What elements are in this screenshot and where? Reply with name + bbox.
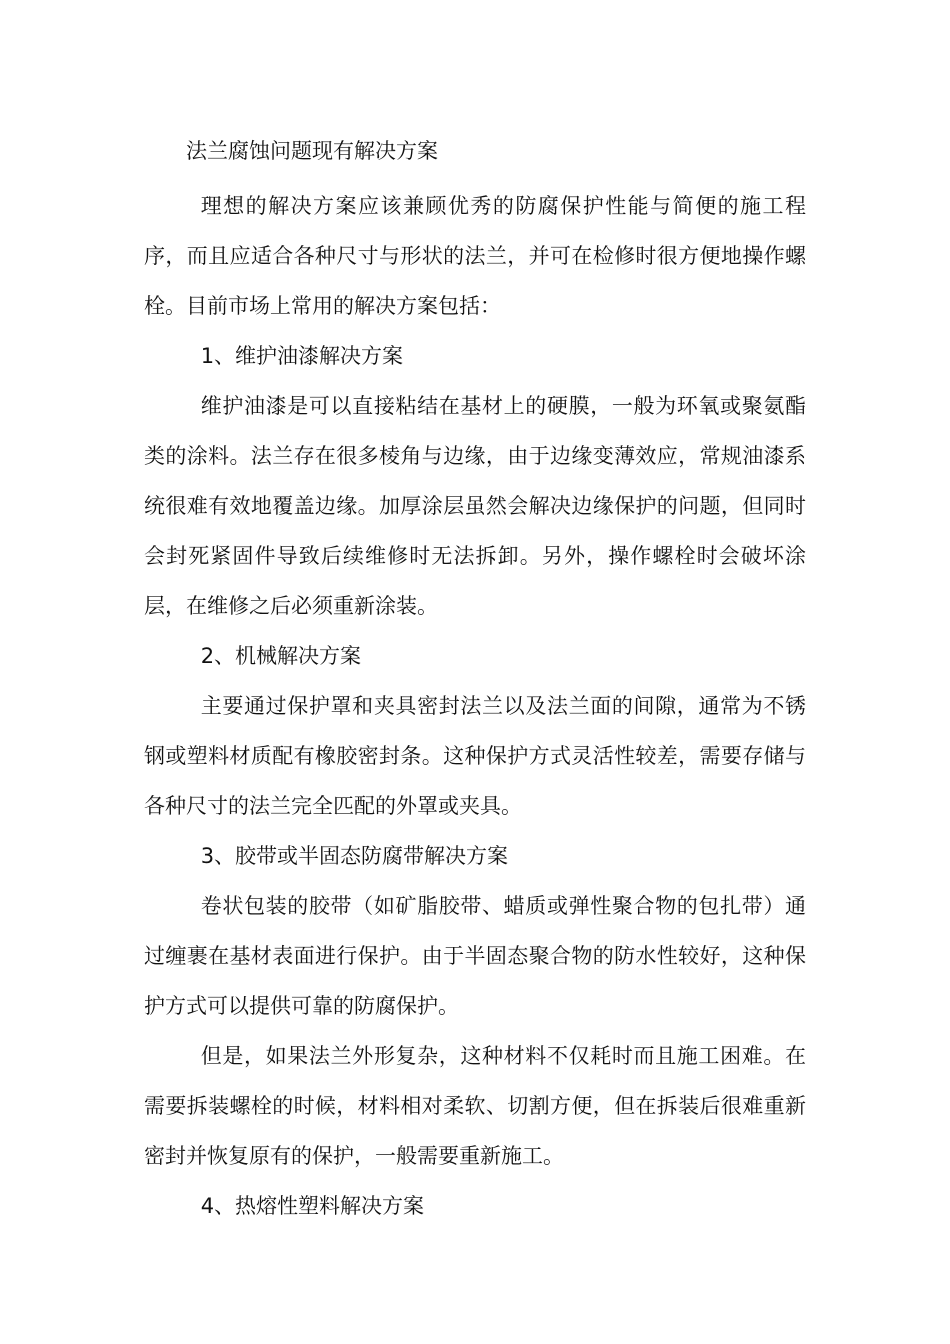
section-heading-1: 1、维护油漆解决方案 — [200, 344, 404, 368]
section-heading-4: 4、热熔性塑料解决方案 — [200, 1194, 425, 1218]
paragraph-paint: 维护油漆是可以直接粘结在基材上的硬膜，一般为环氧或聚氨酯类的涂料。法兰存在很多棱角与边缘，由于边缘变薄效应，常规油漆系统很难有效地覆盖边缘。加厚涂层虽然会解决边缘保护的问题，但同时会封死紧固件导致后续维修时无法拆卸。另外，操作螺栓时会破坏涂层，在维修之后必须重新涂装。 — [144, 394, 806, 618]
document-body — [144, 181, 806, 1231]
section-heading-3: 3、胶带或半固态防腐带解决方案 — [200, 844, 509, 868]
paragraph-intro: 理想的解决方案应该兼顾优秀的防腐保护性能与简便的施工程序，而且应适合各种尺寸与形状的法兰，并可在检修时很方便地操作螺栓。目前市场上常用的解决方案包括： — [144, 194, 806, 318]
paragraph-tape: 卷状包装的胶带（如矿脂胶带、蜡质或弹性聚合物的包扎带）通过缠裹在基材表面进行保护。由于半固态聚合物的防水性较好，这种保护方式可以提供可靠的防腐保护。 — [144, 894, 806, 1018]
paragraph-tape-drawbacks: 但是，如果法兰外形复杂，这种材料不仅耗时而且施工困难。在需要拆装螺栓的时候，材料相对柔软、切割方便，但在拆装后很难重新密封并恢复原有的保护，一般需要重新施工。 — [144, 1044, 806, 1168]
section-heading-2: 2、机械解决方案 — [200, 644, 362, 668]
paragraph-mechanical: 主要通过保护罩和夹具密封法兰以及法兰面的间隙，通常为不锈钢或塑料材质配有橡胶密封条。这种保护方式灵活性较差，需要存储与各种尺寸的法兰完全匹配的外罩或夹具。 — [144, 694, 806, 818]
document-title: 法兰腐蚀问题现有解决方案 — [186, 139, 438, 163]
